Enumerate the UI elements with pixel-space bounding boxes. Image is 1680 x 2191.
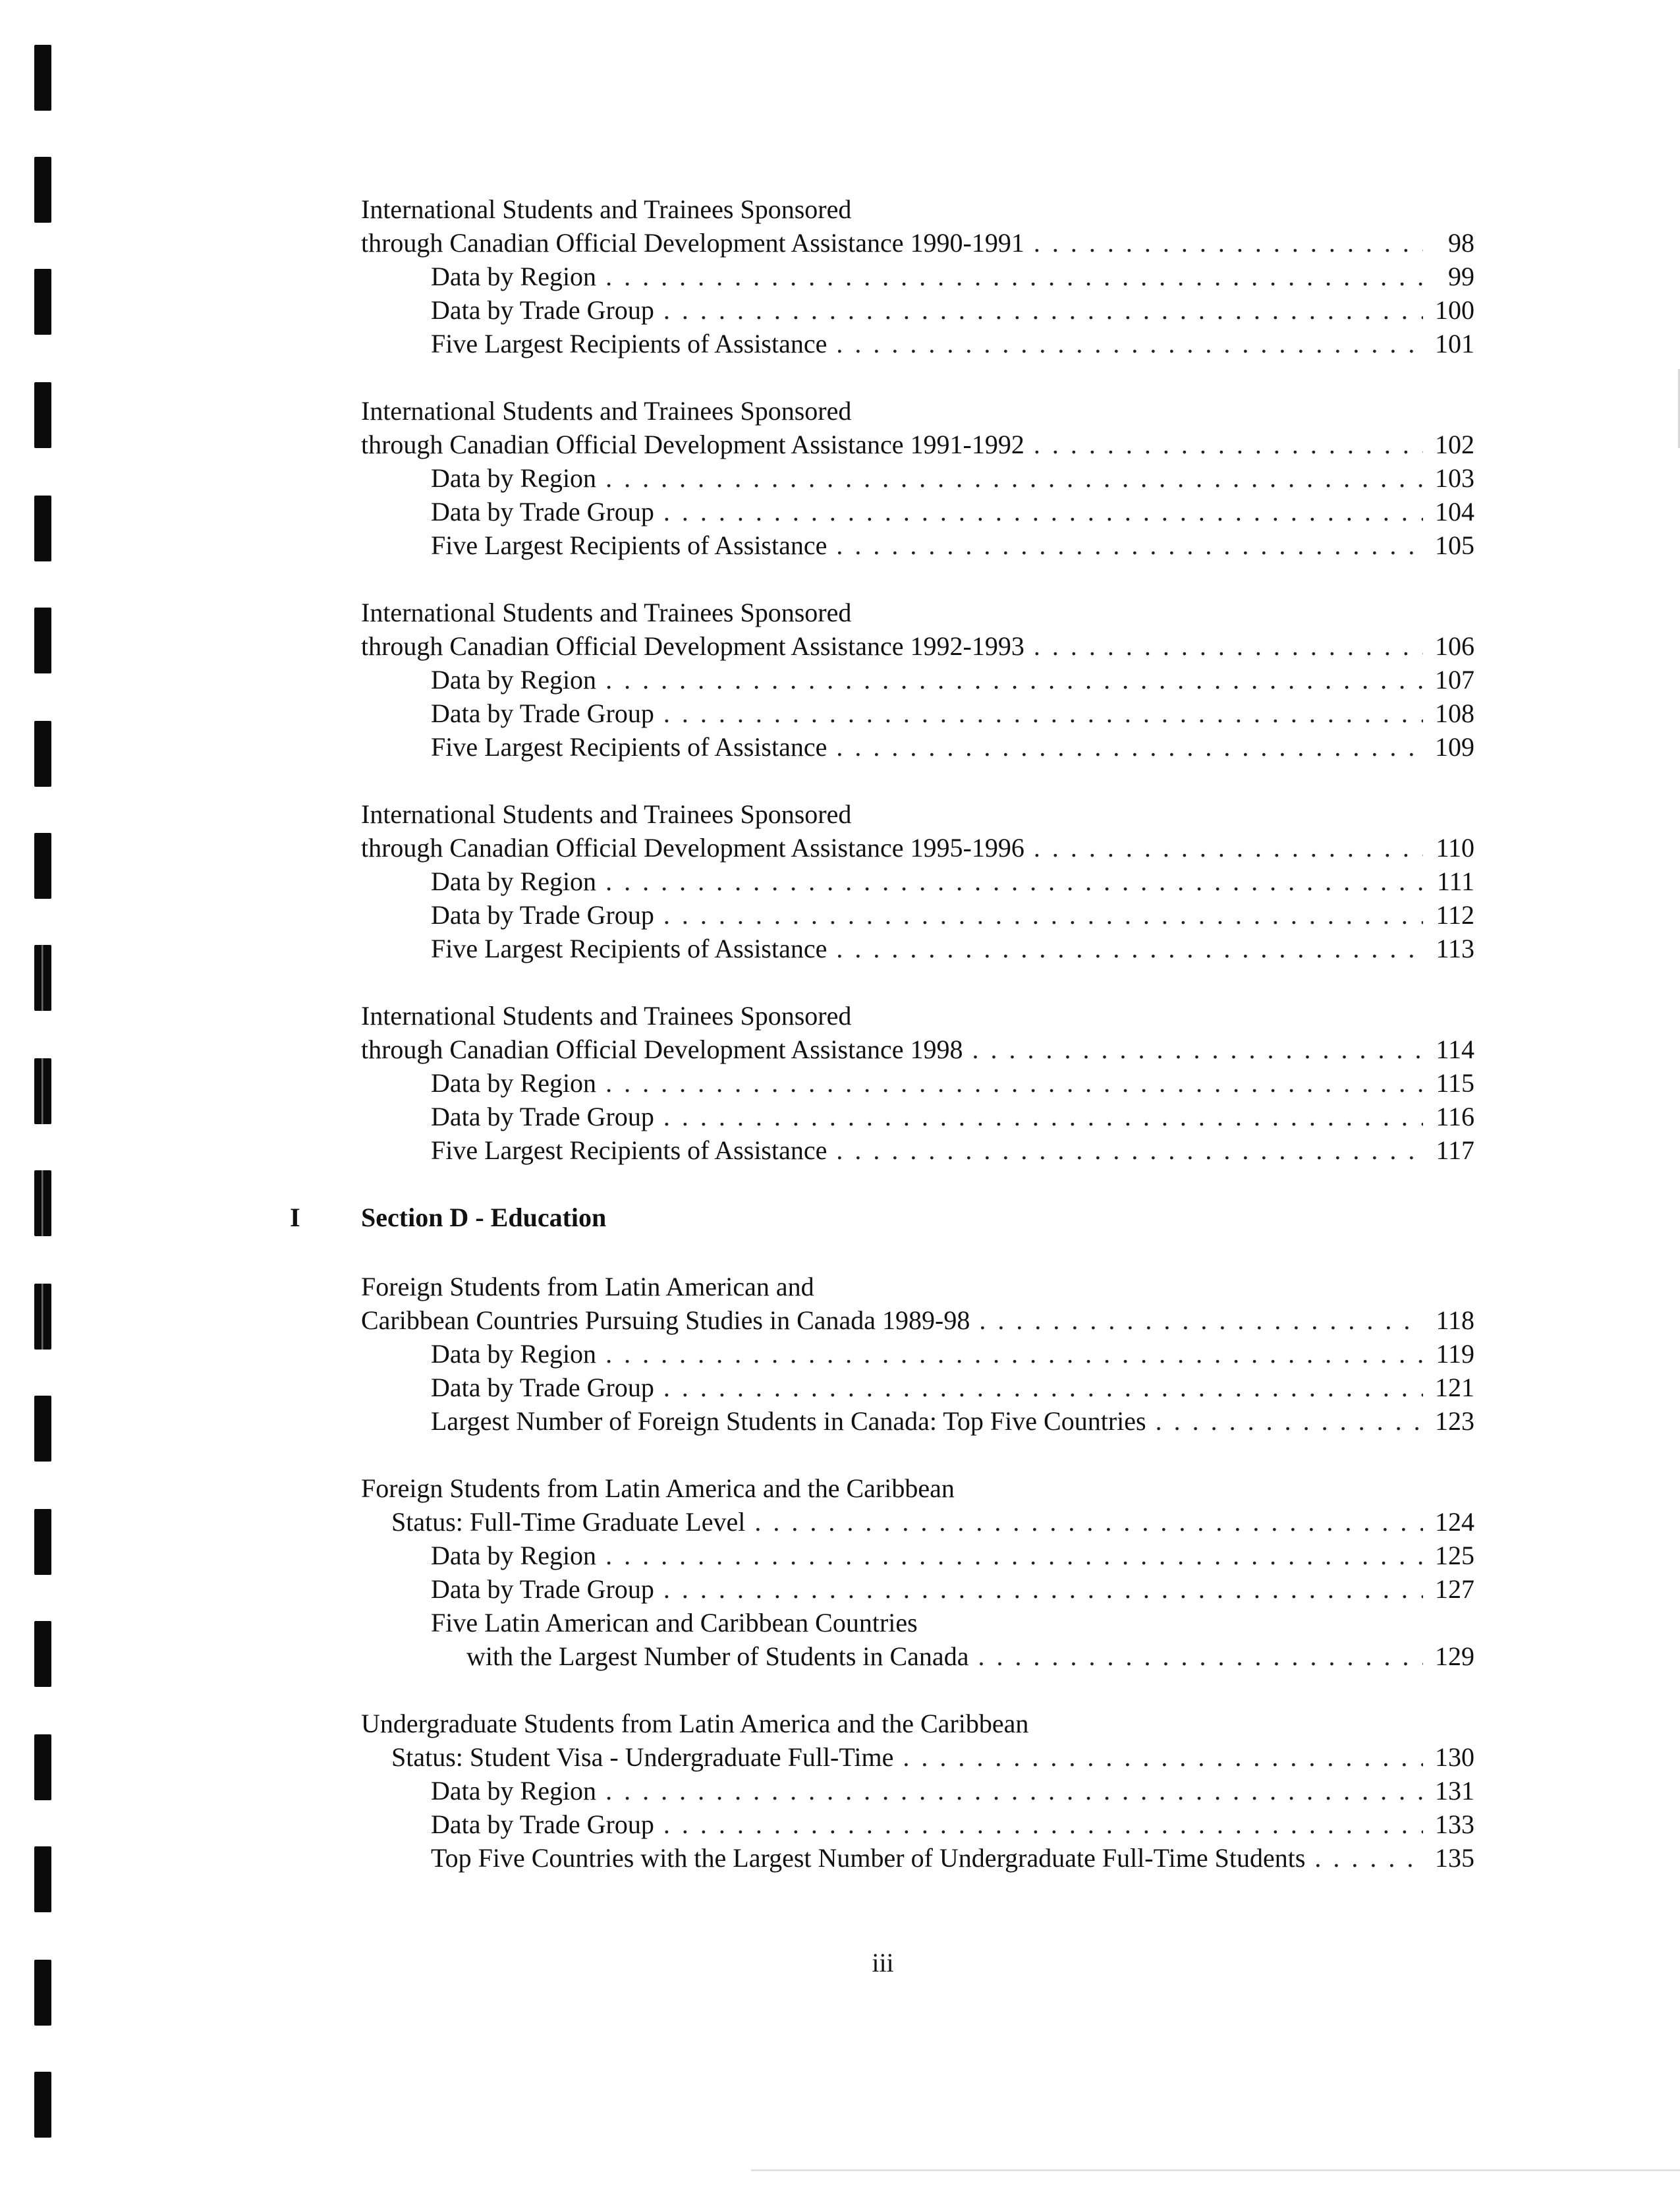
dot-leader — [663, 1572, 1423, 1606]
toc-subentry-label: Data by Region — [431, 665, 597, 695]
toc-subentry — [361, 932, 1474, 965]
dot-leader — [605, 663, 1423, 697]
toc-entry — [361, 831, 1474, 865]
binder-mark — [34, 721, 51, 787]
toc-subentry-label: Data by Region — [431, 1541, 597, 1570]
binder-mark — [34, 1846, 51, 1912]
toc-heading: International Students and Trainees Sponsored — [361, 194, 852, 224]
toc-subentry — [361, 1371, 1474, 1404]
toc-subentry-label: Five Largest Recipients of Assistance — [431, 1135, 827, 1165]
toc-entry — [361, 629, 1474, 663]
toc-heading: International Students and Trainees Sponsored — [361, 396, 852, 426]
page-number: 135 — [1435, 1843, 1474, 1873]
page-number: 130 — [1435, 1742, 1474, 1772]
dot-leader — [1034, 629, 1423, 663]
dot-leader — [663, 697, 1423, 730]
toc-subentry-label: Five Largest Recipients of Assistance — [431, 329, 827, 358]
dot-leader — [605, 1337, 1423, 1371]
binder-mark — [34, 1621, 51, 1687]
toc-subentry — [361, 1404, 1474, 1438]
toc-group — [361, 192, 1474, 360]
toc-entry — [361, 1033, 1474, 1066]
toc-subentry-label: Five Largest Recipients of Assistance — [431, 530, 827, 560]
page-number: 104 — [1435, 497, 1474, 526]
toc-subentry — [361, 1539, 1474, 1572]
dot-leader — [979, 1303, 1423, 1337]
toc-subentry-label: Data by Region — [431, 463, 597, 493]
dot-leader — [978, 1639, 1423, 1673]
toc-entry-title: Status: Student Visa - Undergraduate Full-Time — [391, 1742, 894, 1772]
page-number: 98 — [1448, 228, 1474, 258]
toc-subentry-label: Five Largest Recipients of Assistance — [431, 934, 827, 963]
section-heading — [290, 1201, 1474, 1234]
dot-leader — [663, 293, 1423, 327]
dot-leader — [605, 865, 1423, 898]
dot-leader — [605, 1066, 1423, 1100]
dot-leader — [836, 1133, 1423, 1167]
toc-subentry — [361, 293, 1474, 327]
toc-subentry — [361, 1572, 1474, 1606]
toc-subentry-label: Largest Number of Foreign Students in Canada: Top Five Countries — [431, 1406, 1146, 1436]
toc-heading: Foreign Students from Latin America and the Caribbean — [361, 1473, 955, 1503]
toc-subentry — [361, 663, 1474, 697]
page-number: 103 — [1435, 463, 1474, 493]
toc-heading: International Students and Trainees Sponsored — [361, 799, 852, 829]
binder-mark — [34, 1396, 51, 1462]
binder-mark — [34, 833, 51, 899]
toc-subentry-label: Top Five Countries with the Largest Number of Undergraduate Full-Time Students — [431, 1843, 1306, 1873]
dot-leader — [1034, 226, 1423, 260]
dot-leader — [605, 260, 1423, 293]
page-number: 100 — [1435, 295, 1474, 325]
toc-heading: International Students and Trainees Sponsored — [361, 598, 852, 627]
page-number: 108 — [1435, 698, 1474, 728]
dot-leader — [1156, 1404, 1423, 1438]
dot-leader — [605, 1539, 1423, 1572]
toc-entry-title: Status: Full-Time Graduate Level — [391, 1507, 746, 1537]
page-number: 99 — [1448, 262, 1474, 291]
page-number: 109 — [1435, 732, 1474, 762]
toc-subentry-label: Data by Trade Group — [431, 1373, 654, 1402]
page-number: 119 — [1436, 1339, 1474, 1369]
dot-leader — [1034, 428, 1423, 461]
table-of-contents — [290, 192, 1474, 1908]
page-number: 127 — [1435, 1574, 1474, 1604]
dot-leader — [605, 461, 1423, 495]
toc-subentry — [361, 1841, 1474, 1875]
toc-subentry-label: Data by Trade Group — [431, 1574, 654, 1604]
page-number: 113 — [1436, 934, 1474, 963]
toc-subentry — [361, 865, 1474, 898]
toc-entry-title: through Canadian Official Development Assistance 1990-1991 — [361, 228, 1024, 258]
page-number: 124 — [1435, 1507, 1474, 1537]
toc-subentry-label: with the Largest Number of Students in Canada — [466, 1641, 969, 1671]
toc-entry-title: through Canadian Official Development Assistance 1998 — [361, 1035, 963, 1064]
section-title: Section D - Education — [361, 1203, 607, 1232]
dot-leader — [663, 1371, 1423, 1404]
toc-subentry-label: Data by Trade Group — [431, 295, 654, 325]
toc-heading: Foreign Students from Latin American and — [361, 1272, 814, 1301]
page-number: 121 — [1435, 1373, 1474, 1402]
toc-group — [361, 797, 1474, 965]
binder-mark — [34, 269, 51, 335]
toc-heading: International Students and Trainees Sponsored — [361, 1001, 852, 1031]
toc-group — [361, 1707, 1474, 1875]
dot-leader — [663, 898, 1423, 932]
toc-subentry-label: Data by Region — [431, 1339, 597, 1369]
page-number: 105 — [1435, 530, 1474, 560]
toc-subentry — [361, 898, 1474, 932]
binder-edge-marks — [34, 0, 54, 2191]
dot-leader — [836, 932, 1423, 965]
page-number: 115 — [1436, 1068, 1474, 1098]
toc-entry — [361, 1740, 1474, 1774]
toc-subentry — [361, 327, 1474, 360]
dot-leader — [836, 730, 1423, 764]
toc-subentry-label: Data by Trade Group — [431, 698, 654, 728]
dot-leader — [605, 1774, 1423, 1807]
toc-subentry-label: Data by Region — [431, 1776, 597, 1806]
binder-mark — [34, 1284, 51, 1350]
binder-mark — [34, 608, 51, 673]
toc-subentry — [361, 260, 1474, 293]
toc-entry — [361, 428, 1474, 461]
toc-subentry — [361, 461, 1474, 495]
dot-leader — [663, 1807, 1423, 1841]
dot-leader — [663, 1100, 1423, 1133]
toc-subentry-label: Data by Trade Group — [431, 1102, 654, 1131]
toc-group — [361, 394, 1474, 562]
toc-subentry-label: Data by Trade Group — [431, 1809, 654, 1839]
binder-mark — [34, 1960, 51, 2026]
toc-subheading: Five Latin American and Caribbean Countries — [431, 1608, 918, 1637]
toc-entry-title: Caribbean Countries Pursuing Studies in Canada 1989-98 — [361, 1305, 970, 1335]
toc-subentry — [361, 730, 1474, 764]
binder-mark — [34, 1058, 51, 1124]
page-number: 131 — [1435, 1776, 1474, 1806]
page-number: 106 — [1435, 631, 1474, 661]
toc-heading: Undergraduate Students from Latin America and the Caribbean — [361, 1709, 1029, 1738]
toc-subentry-label: Data by Region — [431, 1068, 597, 1098]
toc-entry-title: through Canadian Official Development Assistance 1995-1996 — [361, 833, 1024, 863]
toc-subentry — [361, 697, 1474, 730]
binder-mark — [34, 1170, 51, 1236]
dot-leader — [663, 495, 1423, 528]
binder-mark — [34, 45, 51, 111]
toc-group — [361, 596, 1474, 764]
page-number: 133 — [1435, 1809, 1474, 1839]
dot-leader — [754, 1505, 1423, 1539]
page-number: 116 — [1436, 1102, 1474, 1131]
dot-leader — [903, 1740, 1423, 1774]
toc-subentry — [361, 1100, 1474, 1133]
toc-group — [361, 999, 1474, 1167]
toc-entry — [361, 1303, 1474, 1337]
page-number: 102 — [1435, 430, 1474, 459]
toc-group — [361, 1471, 1474, 1673]
page-number: 110 — [1436, 833, 1474, 863]
dot-leader — [1034, 831, 1423, 865]
page-number: 111 — [1436, 867, 1474, 896]
toc-subentry-label: Five Largest Recipients of Assistance — [431, 732, 827, 762]
page-number: 101 — [1435, 329, 1474, 358]
binder-mark — [34, 496, 51, 561]
binder-mark — [34, 945, 51, 1011]
section-number: I — [290, 1203, 300, 1232]
binder-mark — [34, 1509, 51, 1575]
toc-subentry-label: Data by Trade Group — [431, 497, 654, 526]
toc-subentry — [361, 1337, 1474, 1371]
page-number: 118 — [1436, 1305, 1474, 1335]
page-folio: iii — [872, 1948, 894, 1978]
dot-leader — [972, 1033, 1424, 1066]
toc-entry — [361, 226, 1474, 260]
toc-subentry — [361, 528, 1474, 562]
toc-subentry — [361, 1807, 1474, 1841]
toc-subentry — [361, 1133, 1474, 1167]
page-edge — [751, 2169, 1680, 2171]
page-number: 117 — [1436, 1135, 1474, 1165]
binder-mark — [34, 1734, 51, 1800]
toc-subentry — [361, 495, 1474, 528]
dot-leader — [836, 327, 1423, 360]
toc-entry-title: through Canadian Official Development Assistance 1992-1993 — [361, 631, 1024, 661]
toc-entry-title: through Canadian Official Development Assistance 1991-1992 — [361, 430, 1024, 459]
page-number: 107 — [1435, 665, 1474, 695]
page-number: 112 — [1436, 900, 1474, 930]
toc-subentry-label: Data by Region — [431, 262, 597, 291]
page-number: 129 — [1435, 1641, 1474, 1671]
toc-entry — [361, 1505, 1474, 1539]
binder-mark — [34, 157, 51, 223]
toc-group — [361, 1270, 1474, 1438]
binder-mark — [34, 2072, 51, 2138]
binder-mark — [34, 382, 51, 448]
page-number: 125 — [1435, 1541, 1474, 1570]
toc-subentry — [361, 1774, 1474, 1807]
dot-leader — [1314, 1841, 1423, 1875]
toc-subentry-label: Data by Region — [431, 867, 597, 896]
dot-leader — [836, 528, 1423, 562]
page-number: 123 — [1435, 1406, 1474, 1436]
toc-subentry — [361, 1639, 1474, 1673]
page-number: 114 — [1436, 1035, 1474, 1064]
toc-subentry-label: Data by Trade Group — [431, 900, 654, 930]
toc-subentry — [361, 1066, 1474, 1100]
